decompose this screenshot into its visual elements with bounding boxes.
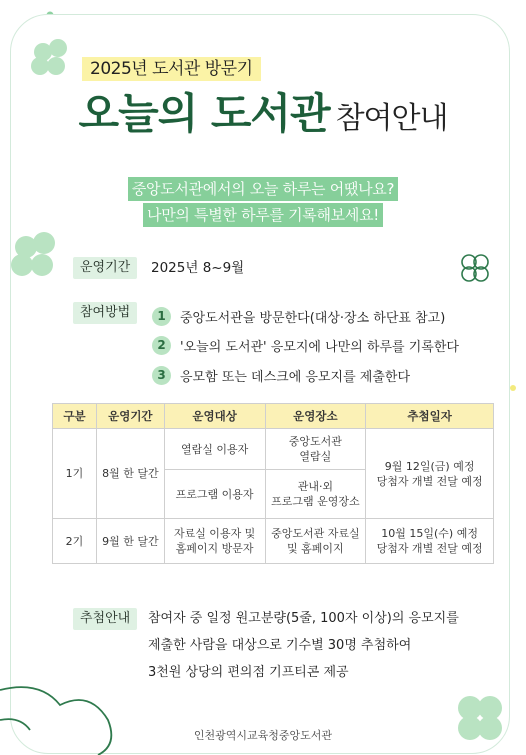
method-step-1 xyxy=(152,305,445,327)
table-header: 운영대상 xyxy=(164,404,265,429)
table-header: 운영기간 xyxy=(96,404,164,429)
event-tag: 2025년 도서관 방문기 xyxy=(82,57,261,81)
draw-cell: 10월 15일(수) 예정 당첨자 개별 전달 예정 xyxy=(366,519,494,564)
title-main: 오늘의 도서관 xyxy=(78,89,330,138)
place-cell: 중앙도서관 열람실 xyxy=(265,429,366,470)
draw-line-1: 참여자 중 일정 원고분량(5줄, 100자 이상)의 응모지를 xyxy=(148,611,459,626)
draw-line-3: 3천원 상당의 편의점 기프티콘 제공 xyxy=(148,665,349,680)
table-header: 추첨일자 xyxy=(366,404,494,429)
period-label: 운영기간 xyxy=(73,257,137,279)
lead-line-2: 나만의 특별한 하루를 기록해보세요! xyxy=(143,203,383,227)
term-cell: 1기 xyxy=(53,429,97,519)
table-row xyxy=(53,519,494,564)
table-header: 운영장소 xyxy=(265,404,366,429)
method-step-2 xyxy=(152,334,459,356)
table-header: 구분 xyxy=(53,404,97,429)
place-cell: 관내·외 프로그램 운영장소 xyxy=(265,470,366,519)
table-row xyxy=(53,429,494,470)
footer-organization: 인천광역시교육청중앙도서관 xyxy=(193,729,333,742)
term-cell: 2기 xyxy=(53,519,97,564)
method-step-3 xyxy=(152,364,410,386)
period-value: 2025년 8~9월 xyxy=(151,260,245,276)
period-cell: 9월 한 달간 xyxy=(96,519,164,564)
lead-line-1: 중앙도서관에서의 오늘 하루는 어땠나요? xyxy=(128,177,398,201)
place-cell: 중앙도서관 자료실 및 홈페이지 xyxy=(265,519,366,564)
step-number: 1 xyxy=(152,307,171,326)
draw-cell: 9월 12일(금) 예정 당첨자 개별 전달 예정 xyxy=(366,429,494,519)
method-label: 참여방법 xyxy=(73,302,137,324)
lead-line-1-wrap xyxy=(0,177,526,201)
step-text: 응모함 또는 데스크에 응모지를 제출한다 xyxy=(180,369,411,385)
lead-line-2-wrap xyxy=(0,203,526,227)
table-header-row xyxy=(53,404,494,429)
draw-line-2: 제출한 사람을 대상으로 기수별 30명 추첨하여 xyxy=(148,638,412,653)
step-text: '오늘의 도서관' 응모지에 나만의 하루를 기록한다 xyxy=(180,339,459,355)
draw-label: 추첨안내 xyxy=(73,608,137,630)
schedule-table xyxy=(52,403,494,564)
step-number: 3 xyxy=(152,366,171,385)
step-text: 중앙도서관을 방문한다(대상·장소 하단표 참고) xyxy=(180,310,446,326)
page-title xyxy=(0,84,526,149)
target-cell: 자료실 이용자 및 홈페이지 방문자 xyxy=(164,519,265,564)
period-cell: 8월 한 달간 xyxy=(96,429,164,519)
title-sub: 참여안내 xyxy=(335,101,448,136)
step-number: 2 xyxy=(152,336,171,355)
target-cell: 열람실 이용자 xyxy=(164,429,265,470)
target-cell: 프로그램 이용자 xyxy=(164,470,265,519)
